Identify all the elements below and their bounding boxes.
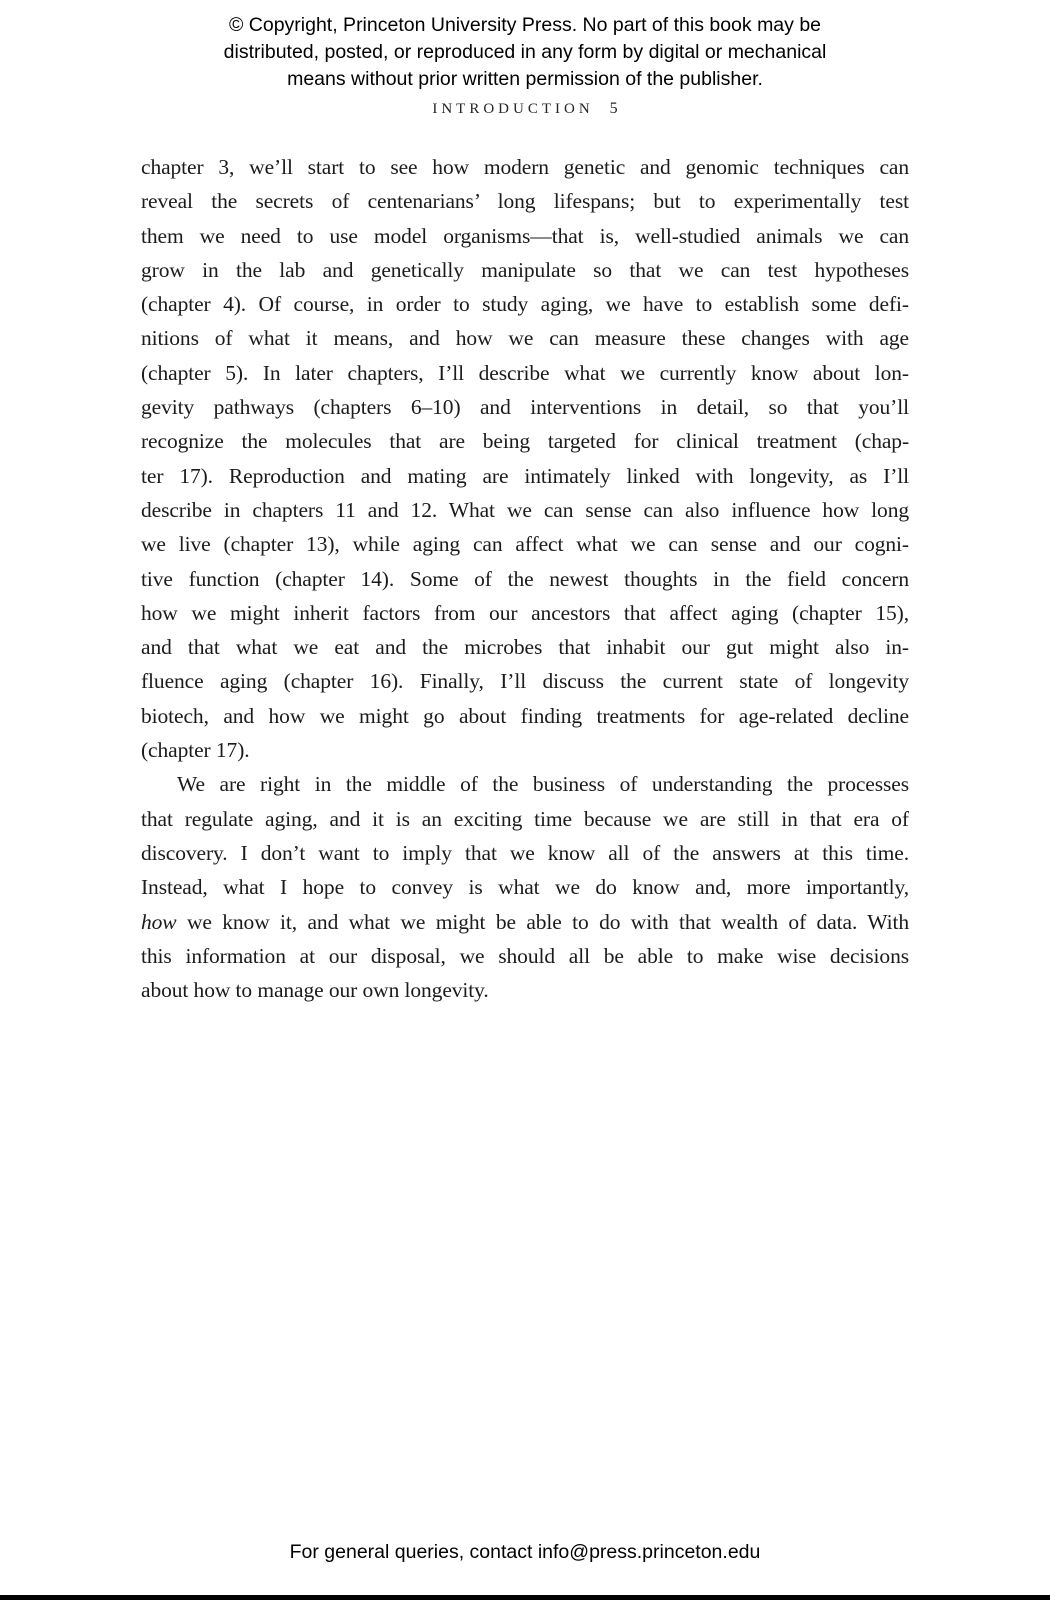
body-line-text: (chapter 4). Of course, in order to study aging, we have to establish some defi- xyxy=(141,292,909,317)
body-line xyxy=(141,973,909,1007)
body-line-text: fluence aging (chapter 16). Finally, I’ll discuss the current state of longevity xyxy=(141,669,909,694)
body-line-text: (chapter 5). In later chapters, I’ll describe what we currently know about lon- xyxy=(141,360,909,385)
body-line xyxy=(141,562,909,596)
italic-text: how xyxy=(141,909,177,934)
body-line-text: recognize the molecules that are being targeted for clinical treatment (chap- xyxy=(141,429,909,454)
body-line xyxy=(141,699,909,733)
body-line xyxy=(141,424,909,458)
body-line xyxy=(141,219,909,253)
body-line-text: and that what we eat and the microbes that inhabit our gut might also in- xyxy=(141,635,909,660)
body-line xyxy=(141,767,909,801)
body-line-text: we know it, and what we might be able to do with that wealth of data. With xyxy=(176,909,909,934)
body-line xyxy=(141,459,909,493)
body-line xyxy=(141,390,909,424)
body-line-text: gevity pathways (chapters 6–10) and interventions in detail, so that you’ll xyxy=(141,395,909,420)
body-line-text: about how to manage our own longevity. xyxy=(141,978,489,1003)
body-line xyxy=(141,253,909,287)
body-line xyxy=(141,836,909,870)
body-line-text: we live (chapter 13), while aging can affect what we can sense and our cogni- xyxy=(141,532,909,557)
copyright-line-3: means without prior written permission of the publisher. xyxy=(287,68,763,90)
body-line xyxy=(141,630,909,664)
copyright-notice xyxy=(0,0,1050,93)
body-line-text: how we might inherit factors from our ancestors that affect aging (chapter 15), xyxy=(141,600,909,625)
body-line-text: that regulate aging, and it is an exciting time because we are still in that era of xyxy=(141,806,909,831)
body-text xyxy=(141,150,909,1007)
body-line-text: nitions of what it means, and how we can measure these changes with age xyxy=(141,326,909,351)
running-head-title: INTRODUCTION xyxy=(432,101,594,117)
body-line xyxy=(141,321,909,355)
body-line-text: (chapter 17). xyxy=(141,738,250,763)
body-line xyxy=(141,287,909,321)
body-line-text: tive function (chapter 14). Some of the newest thoughts in the field concern xyxy=(141,566,909,591)
page-number: 5 xyxy=(609,100,618,117)
copyright-line-2: distributed, posted, or reproduced in any form by digital or mechanical xyxy=(223,41,827,63)
body-line xyxy=(141,596,909,630)
body-line xyxy=(141,664,909,698)
body-line-text: discovery. I don’t want to imply that we know all of the answers at this time. xyxy=(141,840,909,865)
body-line xyxy=(141,184,909,218)
footer-contact: For general queries, contact info@press.princeton.edu xyxy=(289,1541,761,1563)
copyright-line-1: © Copyright, Princeton University Press. No part of this book may be xyxy=(228,14,822,36)
running-head xyxy=(0,100,1050,118)
body-line xyxy=(141,905,909,939)
body-line-text: chapter 3, we’ll start to see how modern genetic and genomic techniques can xyxy=(141,155,909,179)
body-line xyxy=(141,493,909,527)
body-line xyxy=(141,527,909,561)
body-line xyxy=(141,939,909,973)
body-line xyxy=(141,802,909,836)
body-line xyxy=(141,733,909,767)
body-line xyxy=(141,150,909,184)
body-line xyxy=(141,356,909,390)
bottom-rule xyxy=(0,1595,1050,1600)
body-line-text: reveal the secrets of centenarians’ long lifespans; but to experimentally test xyxy=(141,189,909,214)
body-line-text: them we need to use model organisms—that is, well-studied animals we can xyxy=(141,223,909,248)
body-line-text: biotech, and how we might go about finding treatments for age-related decline xyxy=(141,703,909,728)
body-line-text: this information at our disposal, we should all be able to make wise decisions xyxy=(141,943,909,968)
body-line-text: ter 17). Reproduction and mating are intimately linked with longevity, as I’ll xyxy=(141,463,909,488)
body-line-text: grow in the lab and genetically manipulate so that we can test hypotheses xyxy=(141,257,909,282)
body-line xyxy=(141,870,909,904)
body-line-text: describe in chapters 11 and 12. What we can sense can also influence how long xyxy=(141,497,909,522)
body-line-text: Instead, what I hope to convey is what we do know and, more importantly, xyxy=(141,875,909,900)
body-line-text: We are right in the middle of the business of understanding the processes xyxy=(177,772,909,797)
